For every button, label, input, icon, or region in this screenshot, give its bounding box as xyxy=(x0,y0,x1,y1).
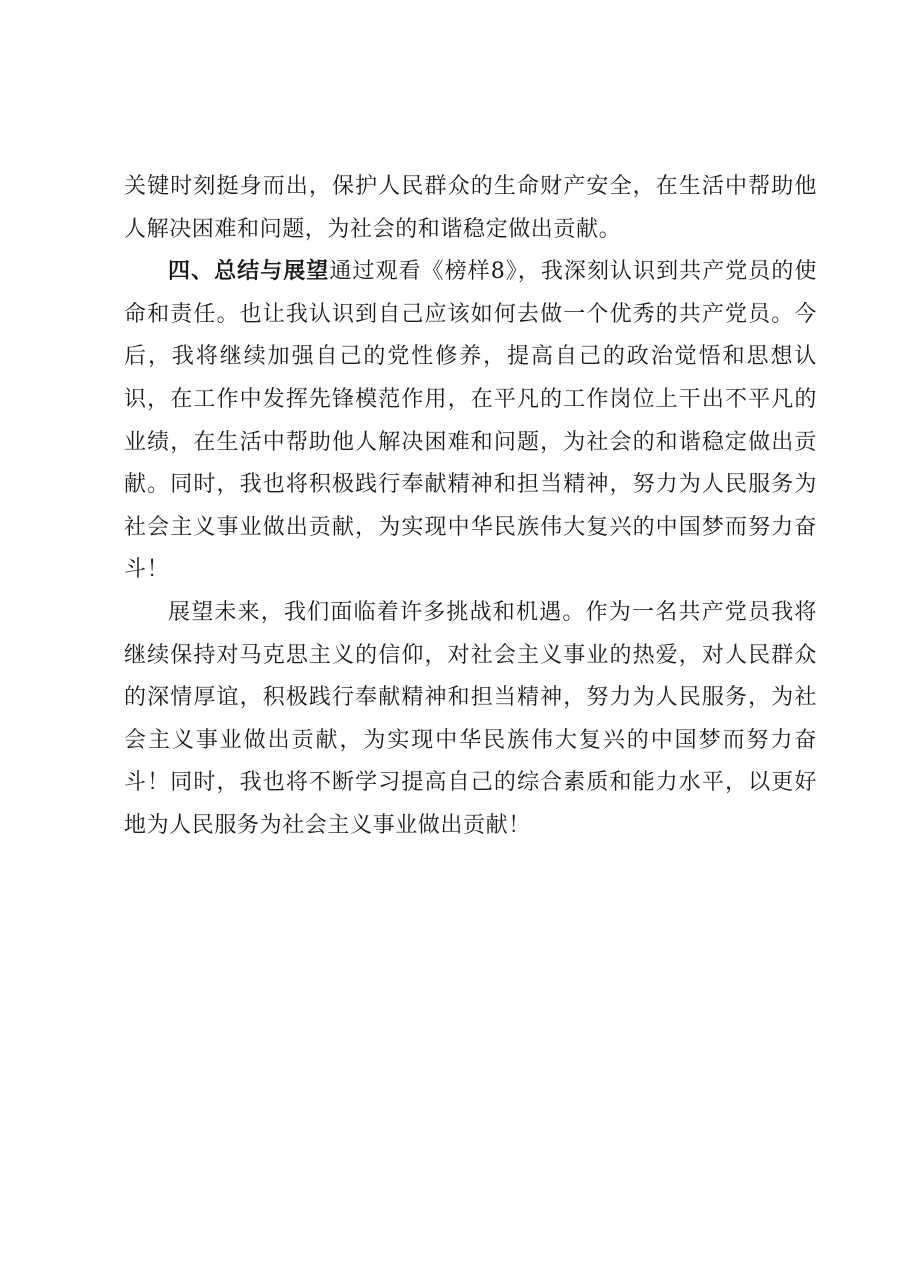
paragraph-summary xyxy=(124,251,817,592)
paragraph-continuation xyxy=(124,166,817,251)
document-body xyxy=(124,166,817,848)
paragraph-text: 通过观看《榜样8》，我深刻认识到共产党员的使命和责任。也让我认识到自己应该如何去做一个优秀的共产党员。今后，我将继续加强自己的党性修养，提高自己的政治觉悟和思想认识，在工作中发挥先锋模范作用，在平凡的工作岗位上干出不平凡的业绩，在生活中帮助他人解决困难和问题，为社会的和谐稳定做出贡献。同时，我也将积极践行奉献精神和担当精神，努力为人民服务为社会主义事业做出贡献，为实现中华民族伟大复兴的中国梦而努力奋斗！ xyxy=(124,259,818,583)
section-heading: 四、总结与展望 xyxy=(168,259,330,285)
paragraph-text: 关键时刻挺身而出，保护人民群众的生命财产安全，在生活中帮助他人解决困难和问题，为社会的和谐稳定做出贡献。 xyxy=(124,174,817,242)
paragraph-text: 展望未来，我们面临着许多挑战和机遇。作为一名共产党员我将继续保持对马克思主义的信仰，对社会主义事业的热爱，对人民群众的深情厚谊，积极践行奉献精神和担当精神，努力为人民服务，为社会主义事业做出贡献，为实现中华民族伟大复兴的中国梦而努力奋斗！同时，我也将不断学习提高自己的综合素质和能力水平，以更好地为人民服务为社会主义事业做出贡献！ xyxy=(124,599,817,838)
paragraph-outlook xyxy=(124,592,817,848)
